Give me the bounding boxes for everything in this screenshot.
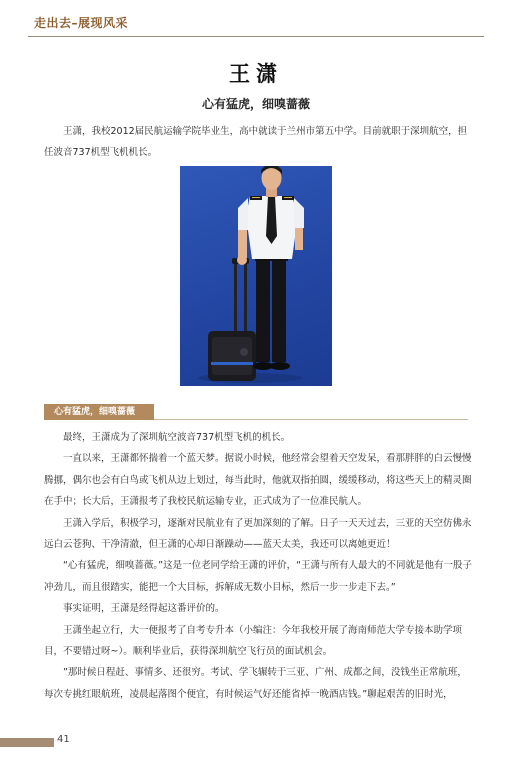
article-subtitle: 心有猛虎，细嗅蔷薇 <box>201 97 310 111</box>
section-header: 走出去–展现风采 <box>34 16 129 30</box>
body-paragraph: “心有猛虎，细嗅蔷薇。”这是一位老同学给王潇的评价，“王潇与所有人最大的不同就是他有一股子冲劲儿，而且很踏实，能把一个大目标，拆解成无数小目标，然后一步一步走下去。” <box>44 560 473 593</box>
body-paragraph: 王潇坐起立行，大一便报考了自考专升本（小编注：今年我校开展了海南师范大学专接本助学项目，不要错过呀~）。顺利毕业后，获得深圳航空飞行员的面试机会。 <box>44 624 463 658</box>
article-body <box>44 427 474 705</box>
section-tag-rule <box>154 419 468 420</box>
article-title: 王潇 <box>229 62 283 86</box>
header-divider <box>28 36 484 37</box>
portrait-photo <box>180 166 332 386</box>
body-paragraph: 事实证明，王潇是经得起这番评价的。 <box>63 603 225 615</box>
body-paragraph: ”那时候日程赶、事情多、还很穷。考试、学飞辗转于三亚、广州、成都之间，没钱坐正常航班，每次专挑红眼航班，凌晨起落图个便宜，有时候运气好还能省掉一晚酒店钱。”聊起艰苦的旧时光， <box>44 667 467 700</box>
body-paragraph: 最终，王潇成为了深圳航空波音737机型飞机的机长。 <box>63 432 291 443</box>
intro-paragraph: 王潇，我校2012届民航运输学院毕业生，高中就读于兰州市第五中学。目前就职于深圳航空，担任波音737机型飞机机长。 <box>44 126 468 158</box>
section-tag: 心有猛虎，细嗅蔷薇 <box>44 404 154 420</box>
body-paragraph: 一直以来，王潇都怀揣着一个蓝天梦。据说小时候，他经常会望着天空发呆，看那胖胖的白云慢慢腾挪，偶尔也会有白鸟或飞机从边上划过，每当此时，他就双指拍圆，缓缓移动，将这些天上的精灵圈在手中；长大后，王潇报考了我校民航运输专业，正式成为了一位准民航人。 <box>44 453 472 508</box>
page-bar <box>0 738 54 747</box>
pilot-illustration <box>180 166 332 386</box>
page-number: 41 <box>57 734 70 745</box>
body-paragraph: 王潇入学后，积极学习，逐渐对民航业有了更加深刻的了解。日子一天天过去，三亚的天空仿佛永远白云苍狗、干净清澈，但王潇的心却日渐躁动——蓝天太美，我还可以离她更近！ <box>44 517 472 551</box>
